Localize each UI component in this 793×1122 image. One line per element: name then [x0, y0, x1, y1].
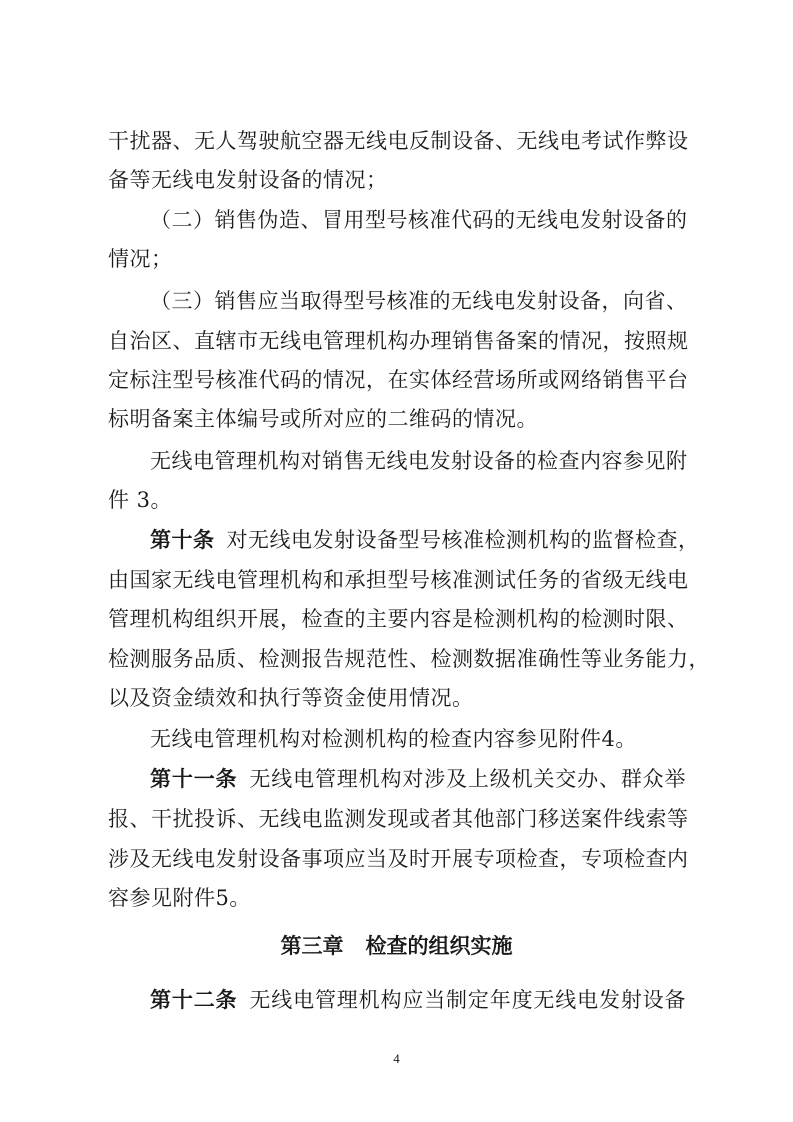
article-first-line: [150, 527, 700, 553]
paragraph-line: 件 3。: [108, 488, 173, 512]
paragraph-line: 自治区、直辖市无线电管理机构办理销售备案的情况，按照规: [108, 329, 689, 353]
paragraph-line: 以及资金绩效和执行等资金使用情况。: [108, 686, 474, 710]
article-first-line: [150, 987, 686, 1013]
paragraph-line: 干扰器、无人驾驶航空器无线电反制设备、无线电考试作弊设: [108, 129, 689, 153]
paragraph-line: 检测服务品质、检测报告规范性、检测数据准确性等业务能力，: [108, 647, 710, 671]
paragraph-line: 管理机构组织开展，检查的主要内容是检测机构的检测时限、: [108, 607, 689, 631]
chapter-heading: 第三章 检查的组织实施: [280, 934, 513, 958]
paragraph-text: 无线电管理机构应当制定年度无线电发射设备: [249, 988, 687, 1012]
paragraph-line: 涉及无线电发射设备事项应当及时开展专项检查，专项检查内: [108, 847, 689, 871]
paragraph-line: 备等无线电发射设备的情况；: [108, 168, 388, 192]
paragraph-line: 标明备案主体编号或所对应的二维码的情况。: [108, 407, 538, 431]
paragraph-line: 容参见附件5。: [108, 886, 251, 910]
paragraph-text: 对无线电发射设备型号核准检测机构的监督检查，: [226, 528, 700, 552]
paragraph-line: 情况；: [108, 247, 173, 271]
paragraph-line: 报、干扰投诉、无线电监测发现或者其他部门移送案件线索等: [108, 807, 689, 831]
paragraph-line: 无线电管理机构对销售无线电发射设备的检查内容参见附: [150, 449, 688, 473]
article-label: 第十条: [150, 528, 215, 552]
paragraph-line: （三）销售应当取得型号核准的无线电发射设备，向省、: [150, 289, 688, 313]
article-label: 第十二条: [150, 988, 238, 1012]
article-label: 第十一条: [150, 767, 238, 791]
paragraph-text: 无线电管理机构对涉及上级机关交办、群众举: [249, 767, 687, 791]
article-first-line: [150, 766, 686, 792]
page-number: 4: [393, 1051, 400, 1066]
paragraph-line: 无线电管理机构对检测机构的检查内容参见附件4。: [150, 727, 637, 751]
paragraph-line: 定标注型号核准代码的情况，在实体经营场所或网络销售平台: [108, 368, 689, 392]
paragraph-line: （二）销售伪造、冒用型号核准代码的无线电发射设备的: [150, 208, 688, 232]
paragraph-line: 由国家无线电管理机构和承担型号核准测试任务的省级无线电: [108, 568, 689, 592]
